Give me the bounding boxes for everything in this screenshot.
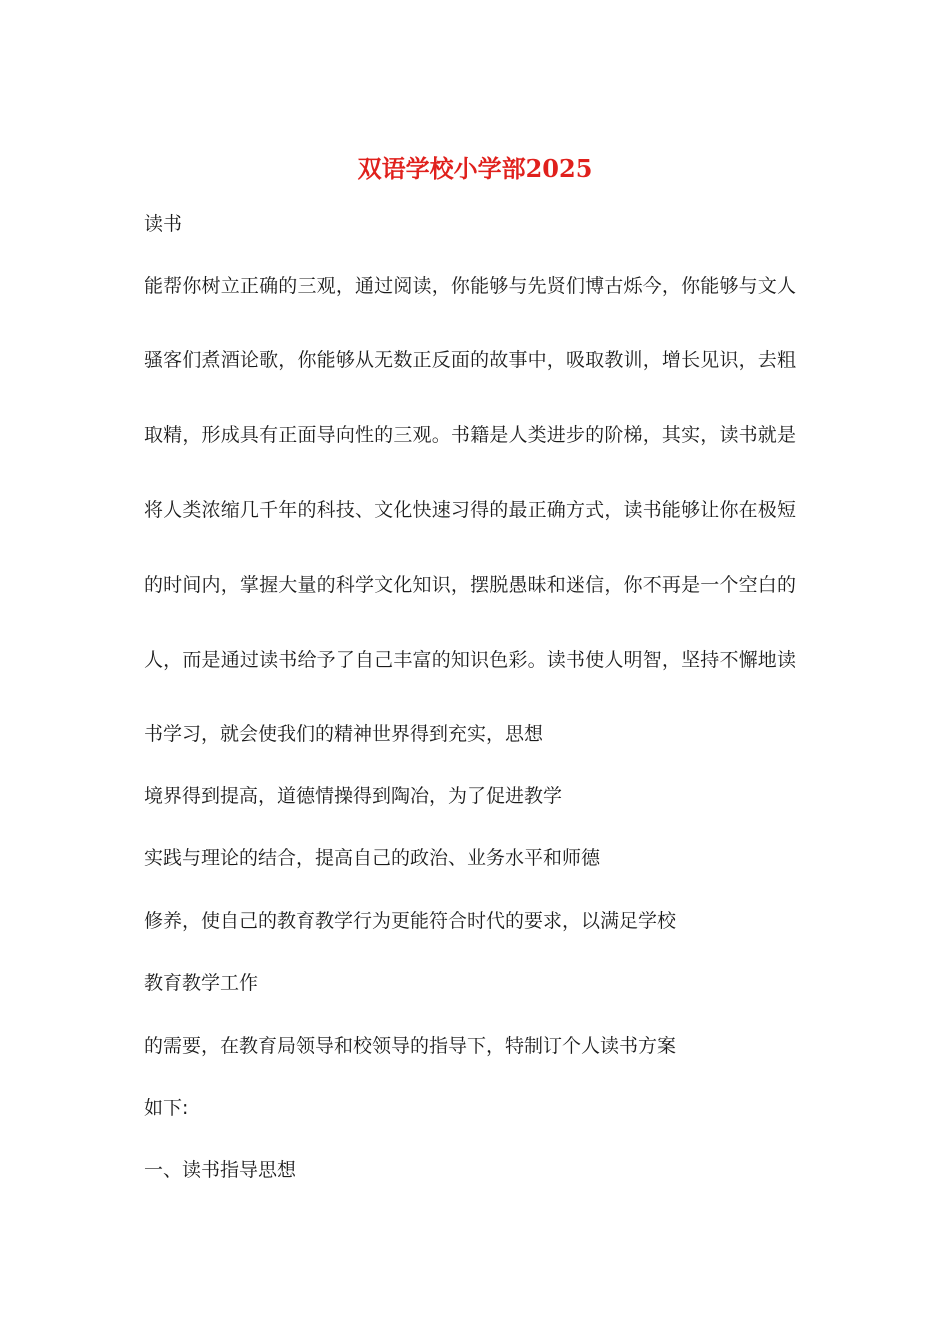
text-line: 人，而是通过读书给予了自己丰富的知识色彩。读书使人明智，坚持不懈地读 <box>144 649 796 671</box>
section-heading: 一、读书指导思想 <box>144 1159 297 1181</box>
text-line: 将人类浓缩几千年的科技、文化快速习得的最正确方式，读书能够让你在极短 <box>144 499 796 521</box>
text-line: 实践与理论的结合，提高自己的政治、业务水平和师德 <box>144 847 601 869</box>
text-line: 教育教学工作 <box>144 972 259 994</box>
text-line: 修养，使自己的教育教学行为更能符合时代的要求，以满足学校 <box>144 910 677 932</box>
text-line: 境界得到提高，道德情操得到陶冶，为了促进教学 <box>144 785 563 807</box>
text-line: 骚客们煮酒论歌，你能够从无数正反面的故事中，吸取教训，增长见识，去粗 <box>144 349 796 371</box>
text-line: 的需要，在教育局领导和校领导的指导下，特制订个人读书方案 <box>144 1035 677 1057</box>
text-line: 能帮你树立正确的三观，通过阅读，你能够与先贤们博古烁今，你能够与文人 <box>144 275 796 297</box>
text-line: 如下: <box>144 1097 189 1119</box>
text-line: 书学习，就会使我们的精神世界得到充实，思想 <box>144 723 544 745</box>
text-line: 的时间内，掌握大量的科学文化知识，摆脱愚昧和迷信，你不再是一个空白的 <box>144 574 796 596</box>
document-title: 双语学校小学部2025 <box>357 154 593 183</box>
text-line: 取精，形成具有正面导向性的三观。书籍是人类进步的阶梯，其实，读书就是 <box>144 424 796 446</box>
text-line-heading: 读书 <box>144 213 183 235</box>
